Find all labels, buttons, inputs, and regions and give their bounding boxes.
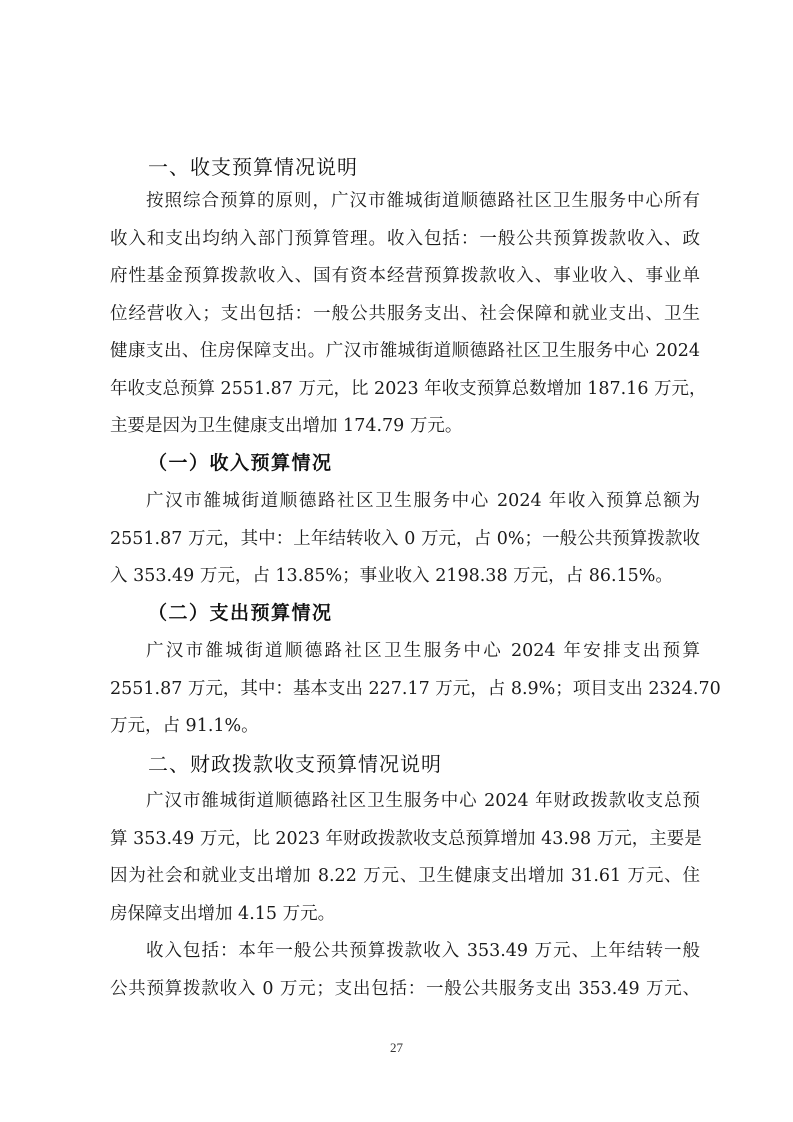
income-budget-line: 广汉市雒城街道顺德路社区卫生服务中心 2024 年收入预算总额为: [146, 491, 700, 511]
section-2-line: 算 353.49 万元，比 2023 年财政拨款收支总预算增加 43.98 万元，主要是: [110, 829, 702, 849]
section-2-line: 广汉市雒城街道顺德路社区卫生服务中心 2024 年财政拨款收支总预: [146, 791, 700, 811]
section-1-line: 主要是因为卫生健康支出增加 174.79 万元。: [110, 416, 463, 436]
expenditure-budget-heading: （二）支出预算情况: [148, 602, 333, 624]
page-number: 27: [390, 1040, 403, 1055]
section-1-line: 年收支总预算 2551.87 万元，比 2023 年收支预算总数增加 187.16 万元，: [110, 379, 707, 399]
section-2-heading: 二、财政拨款收支预算情况说明: [148, 752, 442, 776]
section-1-line: 府性基金预算拨款收入、国有资本经营预算拨款收入、事业收入、事业单: [110, 266, 700, 286]
income-budget-heading: （一）收入预算情况: [148, 452, 333, 474]
section-1-line: 按照综合预算的原则，广汉市雒城街道顺德路社区卫生服务中心所有: [146, 191, 700, 211]
section-2-line: 收入包括：本年一般公共预算拨款收入 353.49 万元、上年结转一般: [146, 941, 700, 961]
section-2-line: 公共预算拨款收入 0 万元；支出包括：一般公共服务支出 353.49 万元、: [110, 979, 700, 999]
expenditure-budget-line: 万元，占 91.1%。: [110, 716, 259, 736]
section-1-heading: 一、收支预算情况说明: [148, 155, 358, 179]
expenditure-budget-line: 广汉市雒城街道顺德路社区卫生服务中心 2024 年安排支出预算: [146, 641, 700, 661]
section-2-line: 房保障支出增加 4.15 万元。: [110, 904, 336, 924]
section-1-line: 位经营收入；支出包括：一般公共服务支出、社会保障和就业支出、卫生: [110, 304, 700, 324]
income-budget-line: 2551.87 万元，其中：上年结转收入 0 万元，占 0%；一般公共预算拨款收: [110, 529, 700, 549]
expenditure-budget-line: 2551.87 万元，其中：基本支出 227.17 万元，占 8.9%；项目支出 2324.70: [110, 679, 721, 699]
section-1-line: 收入和支出均纳入部门预算管理。收入包括：一般公共预算拨款收入、政: [110, 229, 700, 249]
income-budget-line: 入 353.49 万元，占 13.85%；事业收入 2198.38 万元，占 86.15%。: [110, 566, 673, 586]
section-1-line: 健康支出、住房保障支出。广汉市雒城街道顺德路社区卫生服务中心 2024: [110, 341, 700, 361]
section-2-line: 因为社会和就业支出增加 8.22 万元、卫生健康支出增加 31.61 万元、住: [110, 866, 700, 886]
